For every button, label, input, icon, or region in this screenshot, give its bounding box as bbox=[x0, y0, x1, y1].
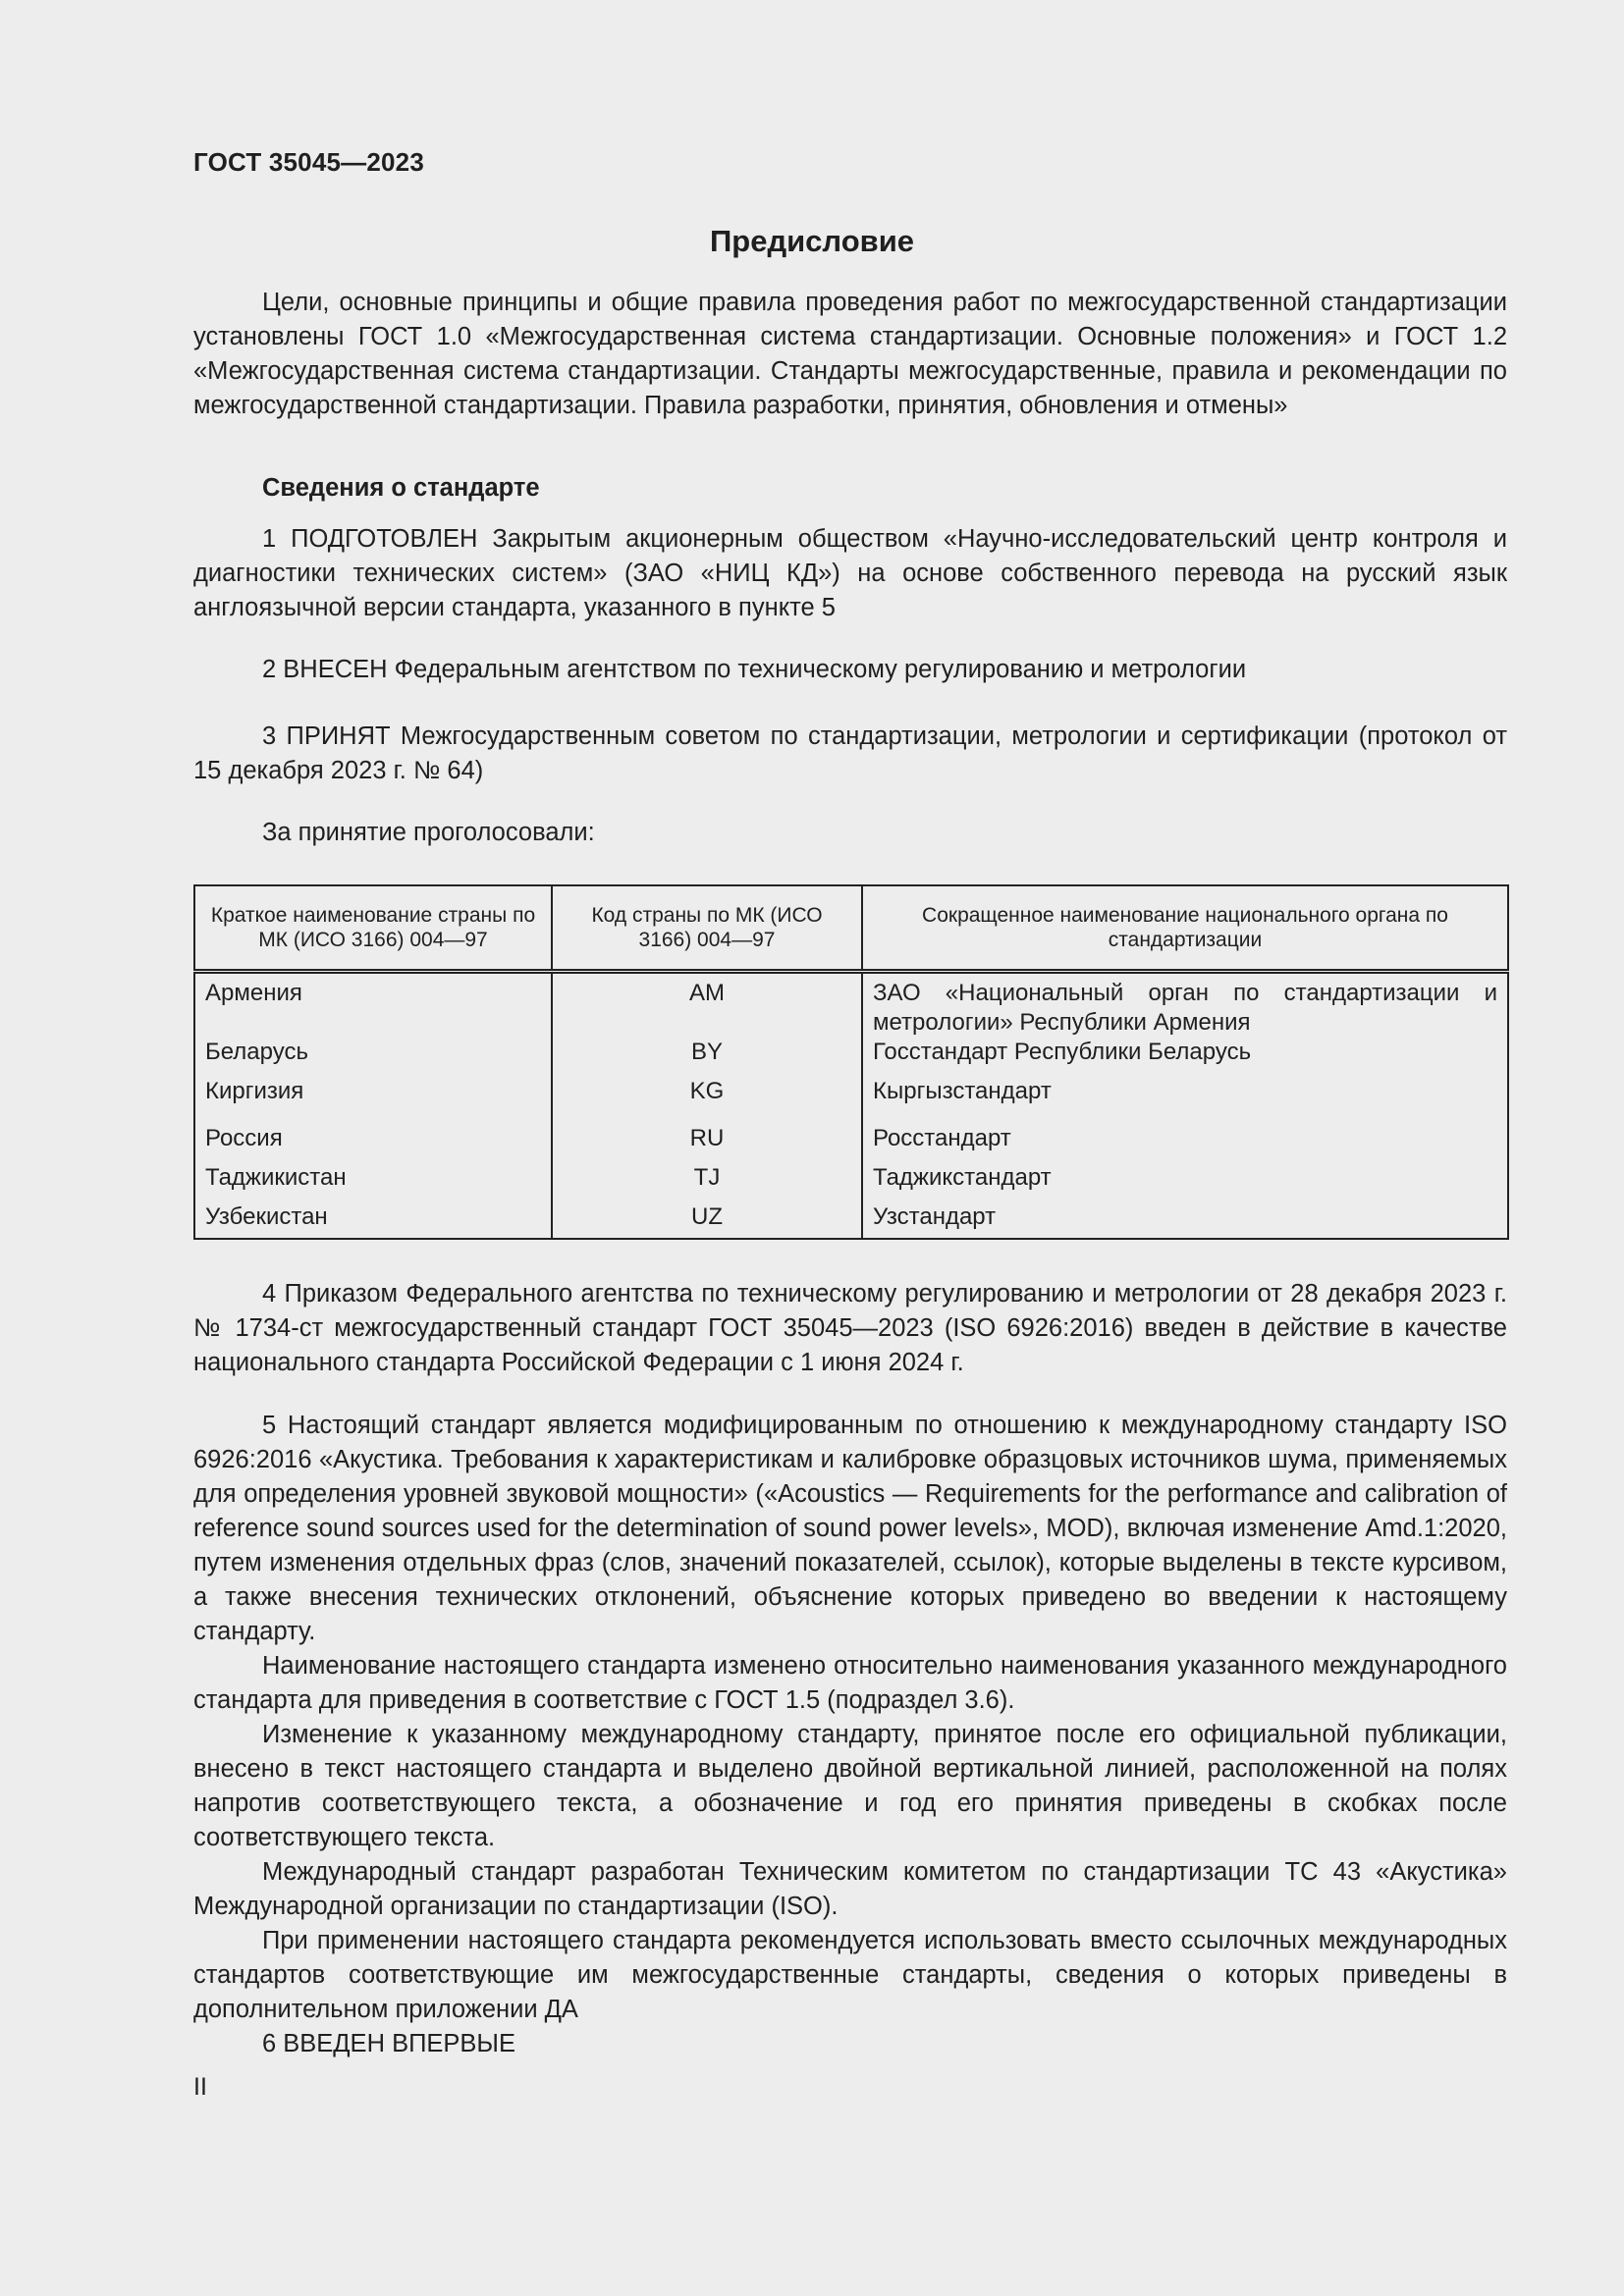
header-country-name: Краткое наименование страны по МК (ИСО 3166) 004—97 bbox=[194, 885, 552, 972]
national-body: Таджикстандарт bbox=[862, 1163, 1508, 1202]
item-modification bbox=[193, 1409, 1507, 2027]
country-code: BY bbox=[552, 1038, 862, 1077]
national-body: Кыргызстандарт bbox=[862, 1077, 1508, 1124]
table-row bbox=[194, 1202, 1508, 1239]
item-prepared: 1 ПОДГОТОВЛЕН Закрытым акционерным обществом «Научно-исследовательский центр контроля и диагностики технических систем» (ЗАО «НИЦ КД») на основе собственного перевода на русский язык англоязычной версии стандарта, указанного в пункте 5 bbox=[193, 525, 1507, 621]
country-name: Беларусь bbox=[194, 1038, 552, 1077]
table-row bbox=[194, 1038, 1508, 1077]
header-national-body: Сокращенное наименование национального органа по стандартизации bbox=[862, 885, 1508, 972]
country-code: KG bbox=[552, 1077, 862, 1124]
committee-paragraph: Международный стандарт разработан Техническим комитетом по стандартизации ТС 43 «Акустика» Международной организации по стандартизации (ISO). bbox=[193, 1858, 1507, 1920]
voting-countries-table bbox=[193, 884, 1507, 1248]
country-name: Киргизия bbox=[194, 1077, 552, 1124]
item-adopted: 3 ПРИНЯТ Межгосударственным советом по стандартизации, метрологии и сертификации (протокол от 15 декабря 2023 г. № 64) bbox=[193, 722, 1507, 784]
item-enacted: 4 Приказом Федерального агентства по техническому регулированию и метрологии от 28 декабря 2023 г. № 1734-ст межгосударственный стандарт ГОСТ 35045—2023 (ISO 6926:2016) введен в действие в качестве национального стандарта Российской Федерации с 1 июня 2024 г. bbox=[193, 1280, 1507, 1376]
national-body: ЗАО «Национальный орган по стандартизации и метрологии» Республики Армения bbox=[862, 972, 1508, 1039]
country-name: Узбекистан bbox=[194, 1202, 552, 1239]
national-body: Росстандарт bbox=[862, 1124, 1508, 1163]
country-name: Россия bbox=[194, 1124, 552, 1163]
table-row bbox=[194, 1077, 1508, 1124]
modification-paragraph: 5 Настоящий стандарт является модифицированным по отношению к международному стандарту ISO 6926:2016 «Акустика. Требования к характеристикам и калибровке образцовых источников шума, применяемых для определения уровней звуковой мощности» («Acoustics — Requirements for the performance and calibration of reference sound sources used for the determination of sound power levels», MOD), включая изменение Amd.1:2020, путем изменения отдельных фраз (слов, значений показателей, ссылок), которые выделены в тексте курсивом, а также внесения технических отклонений, объяснение которых приведено во введении к настоящему стандарту. bbox=[193, 1412, 1507, 1645]
table-row bbox=[194, 972, 1508, 1039]
item-first-introduced: 6 ВВЕДЕН ВПЕРВЫЕ bbox=[262, 2030, 516, 2057]
page-number: II bbox=[193, 2073, 207, 2101]
table-header-row bbox=[194, 885, 1508, 972]
amendment-paragraph: Изменение к указанному международному стандарту, принятое после его официальной публикации, внесено в текст настоящего стандарта и выделено двойной вертикальной линией, расположенной на полях напротив соответствующего текста, а обозначение и год его принятия приведены в скобках после соответствующего текста. bbox=[193, 1721, 1507, 1851]
standard-info-heading: Сведения о стандарте bbox=[262, 474, 540, 502]
national-body: Госстандарт Республики Беларусь bbox=[862, 1038, 1508, 1077]
country-code: RU bbox=[552, 1124, 862, 1163]
title-change-paragraph: Наименование настоящего стандарта изменено относительно наименования указанного международного стандарта для приведения в соответствие с ГОСТ 1.5 (подраздел 3.6). bbox=[193, 1652, 1507, 1714]
header-country-code: Код страны по МК (ИСО 3166) 004—97 bbox=[552, 885, 862, 972]
country-name: Армения bbox=[194, 972, 552, 1039]
item-submitted: 2 ВНЕСЕН Федеральным агентством по техническому регулированию и метрологии bbox=[262, 656, 1247, 683]
country-name: Таджикистан bbox=[194, 1163, 552, 1202]
page-title: Предисловие bbox=[709, 224, 914, 258]
country-code: AM bbox=[552, 972, 862, 1039]
country-code: UZ bbox=[552, 1202, 862, 1239]
references-paragraph: При применении настоящего стандарта рекомендуется использовать вместо ссылочных международных стандартов соответствующие им межгосударственные стандарты, сведения о которых приведены в дополнительном приложении ДА bbox=[193, 1927, 1507, 2023]
document-code: ГОСТ 35045—2023 bbox=[193, 147, 424, 177]
national-body: Узстандарт bbox=[862, 1202, 1508, 1239]
country-code: TJ bbox=[552, 1163, 862, 1202]
voted-label: За принятие проголосовали: bbox=[262, 819, 595, 846]
intro-paragraph: Цели, основные принципы и общие правила проведения работ по межгосударственной стандартизации установлены ГОСТ 1.0 «Межгосударственная система стандартизации. Основные положения» и ГОСТ 1.2 «Межгосударственная система стандартизации. Стандарты межгосударственные, правила и рекомендации по межгосударственной стандартизации. Правила разработки, принятия, обновления и отмены» bbox=[193, 289, 1507, 419]
table-row bbox=[194, 1163, 1508, 1202]
table-row bbox=[194, 1124, 1508, 1163]
